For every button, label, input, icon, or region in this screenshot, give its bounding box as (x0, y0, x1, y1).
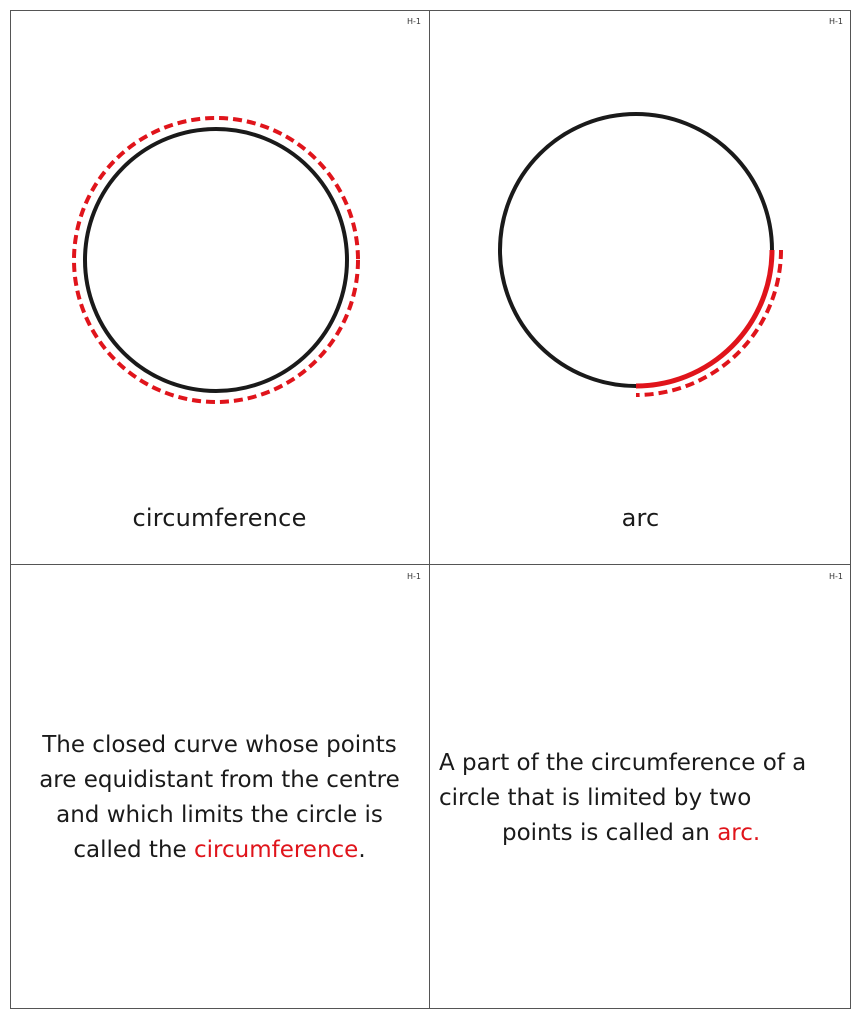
card-code: H-1 (407, 572, 421, 581)
arc-diagram (430, 10, 851, 564)
card-circumference-definition (10, 565, 429, 1009)
definition-text (439, 746, 847, 851)
definition-line: and which limits the circle is (56, 802, 383, 828)
card-arc-definition (430, 565, 851, 1009)
definition-text-segment: . (358, 837, 366, 863)
highlighted-term: arc. (717, 820, 761, 846)
card-circumference-picture (10, 10, 429, 564)
definition-text (10, 728, 429, 868)
definition-line (10, 833, 429, 868)
definition-line (439, 816, 847, 851)
card-code: H-1 (407, 17, 421, 26)
definition-line: are equidistant from the centre (39, 767, 400, 793)
card-code: H-1 (829, 17, 843, 26)
definition-line: A part of the circumference of a (439, 750, 807, 776)
definition-line: The closed curve whose points (42, 732, 397, 758)
definition-text-segment: points is called an (502, 820, 718, 846)
arc-solid-highlight (636, 250, 772, 386)
card-label: arc (621, 504, 660, 532)
card-arc-picture (430, 10, 851, 564)
definition-line: circle that is limited by two (439, 785, 752, 811)
circumference-diagram (10, 10, 429, 564)
circle-outline (85, 129, 347, 391)
card-code: H-1 (829, 572, 843, 581)
definition-text-segment: called the (73, 837, 194, 863)
card-label: circumference (132, 504, 307, 532)
highlighted-term: circumference (193, 837, 359, 863)
circumference-dashed-highlight (74, 118, 358, 402)
arc-dashed-highlight (636, 250, 781, 395)
